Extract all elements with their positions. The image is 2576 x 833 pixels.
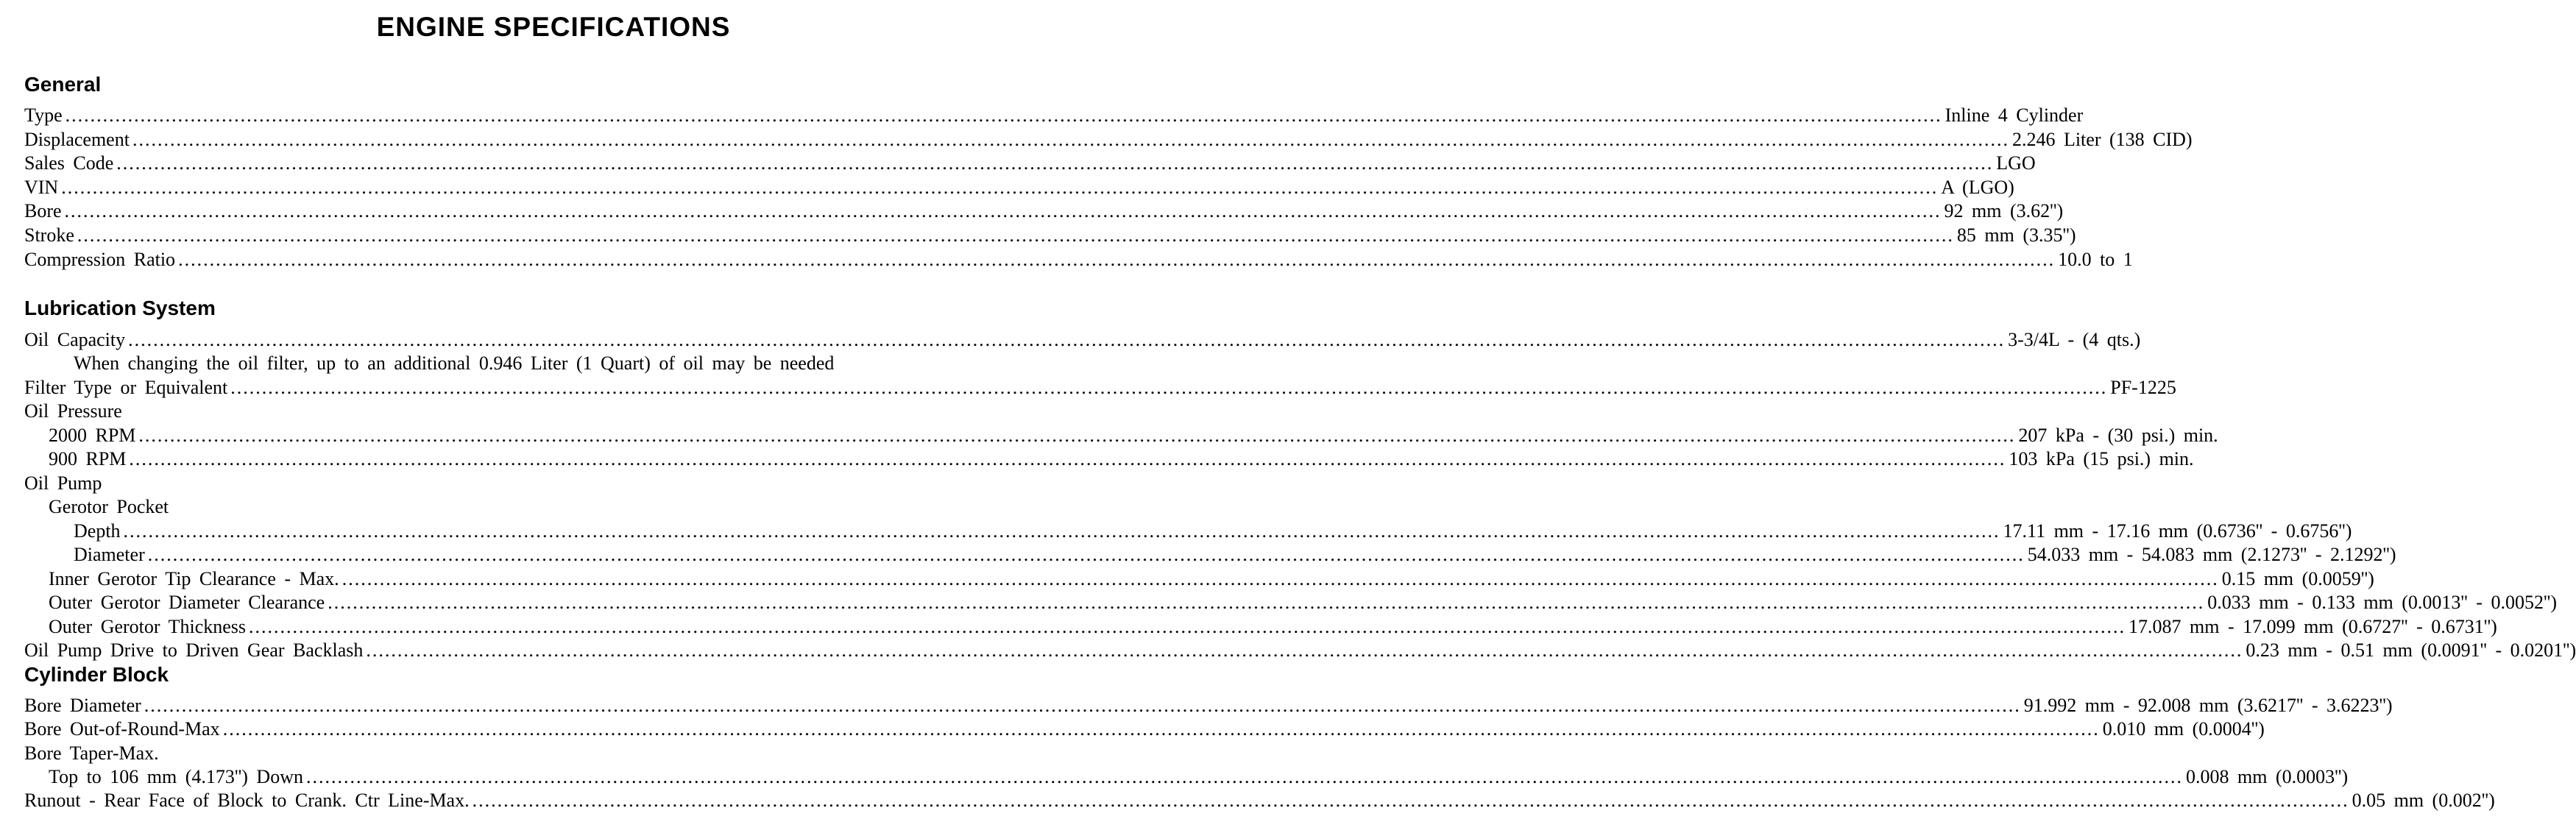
gerotor-pocket-label — [49, 495, 1078, 519]
spec-row-inner-tip-clearance — [49, 567, 2374, 591]
spec-value: 92 mm (3.62'') — [1944, 200, 2064, 221]
spec-value: 17.087 mm - 17.099 mm (0.6727'' - 0.6731'') — [2129, 616, 2497, 637]
spec-label: Gerotor Pocket — [49, 496, 169, 517]
spec-value: 103 kPa (15 psi.) min. — [2009, 448, 2194, 469]
dot-leader: ............................................................................................................................................................................................................................................................................................................ — [178, 249, 2056, 270]
spec-value: 0.010 mm (0.0004'') — [2102, 718, 2265, 740]
spec-value: 0.05 mm (0.002'') — [2352, 790, 2495, 811]
dot-leader: ............................................................................................................................................................................................................................................................................................................ — [123, 520, 2000, 542]
spec-row-vin — [24, 175, 2014, 199]
dot-leader: ............................................................................................................................................................................................................................................................................................................ — [249, 616, 2126, 637]
spec-value: Inline 4 Cylinder — [1945, 104, 2084, 126]
spec-label: Bore — [24, 200, 62, 221]
spec-value: 0.033 mm - 0.133 mm (0.0013'' - 0.0052'') — [2207, 592, 2557, 613]
section-heading-general: General — [24, 73, 102, 96]
spec-row-oil-capacity — [24, 327, 2141, 352]
oil-pump-label — [24, 471, 1078, 495]
bore-taper-label — [24, 741, 1078, 765]
spec-row-gear-backlash — [24, 638, 2576, 662]
spec-row-pressure-2000 — [49, 423, 2218, 447]
spec-label: Bore Diameter — [24, 695, 141, 716]
spec-value: 17.11 mm - 17.16 mm (0.6736'' - 0.6756'') — [2003, 520, 2352, 542]
spec-row-bore-out-of-round — [24, 717, 2265, 741]
spec-row-filter-type — [24, 375, 2176, 400]
dot-leader: ............................................................................................................................................................................................................................................................................................................ — [472, 790, 2349, 811]
spec-label: Oil Pump — [24, 472, 102, 494]
spec-label: VIN — [24, 177, 59, 198]
dot-leader: ............................................................................................................................................................................................................................................................................................................ — [61, 177, 1939, 198]
spec-value: 54.033 mm - 54.083 mm (2.1273'' - 2.1292'') — [2027, 544, 2396, 565]
spec-value: 207 kPa - (30 psi.) min. — [2018, 425, 2218, 446]
spec-value: 2.246 Liter (138 CID) — [2011, 129, 2193, 150]
spec-value: PF-1225 — [2110, 377, 2176, 398]
dot-leader: ............................................................................................................................................................................................................................................................................................................ — [129, 448, 2006, 469]
spec-row-bore-taper-top — [49, 765, 2349, 789]
spec-value: 0.23 mm - 0.51 mm (0.0091'' - 0.0201'') — [2246, 639, 2576, 661]
spec-row-outer-diameter-clearance — [49, 590, 2557, 614]
oil-capacity-note: When changing the oil filter, up to an additional 0.946 Liter (1 Quart) of oil may be needed — [74, 352, 835, 374]
spec-label: Type — [24, 104, 63, 126]
spec-label: 900 RPM — [49, 448, 127, 469]
spec-row-runout — [24, 788, 2495, 812]
spec-row-stroke — [24, 223, 2076, 247]
spec-value: 3-3/4L - (4 qts.) — [2008, 329, 2141, 350]
dot-leader: ............................................................................................................................................................................................................................................................................................................ — [366, 639, 2243, 661]
spec-value: 0.15 mm (0.0059'') — [2221, 568, 2374, 589]
dot-leader: ............................................................................................................................................................................................................................................................................................................ — [328, 592, 2205, 613]
spec-value: 0.008 mm (0.0003'') — [2185, 766, 2349, 787]
spec-row-pressure-900 — [49, 447, 2194, 471]
spec-row-type — [24, 103, 2084, 127]
oil-pressure-label — [24, 399, 1078, 423]
section-heading-cylinder-block: Cylinder Block — [24, 663, 169, 686]
spec-label: Inner Gerotor Tip Clearance - Max. — [49, 568, 339, 589]
spec-label: Outer Gerotor Diameter Clearance — [49, 592, 325, 613]
spec-row-displacement — [24, 127, 2193, 152]
spec-label: Diameter — [74, 544, 145, 565]
page-title: ENGINE SPECIFICATIONS — [376, 12, 731, 42]
dot-leader: ............................................................................................................................................................................................................................................................................................................ — [230, 377, 2108, 398]
spec-label: Sales Code — [24, 152, 114, 174]
spec-label: Outer Gerotor Thickness — [49, 616, 247, 637]
spec-row-outer-thickness — [49, 614, 2497, 639]
spec-row-pocket-depth — [74, 519, 2352, 543]
spec-row-pocket-diameter — [74, 542, 2396, 567]
spec-label: Bore Out-of-Round-Max — [24, 718, 220, 740]
dot-leader: ............................................................................................................................................................................................................................................................................................................ — [342, 568, 2219, 589]
spec-row-sales-code — [24, 151, 2036, 175]
spec-value: LGO — [1996, 152, 2036, 174]
spec-label: Top to 106 mm (4.173'') Down — [49, 766, 303, 787]
spec-label: Bore Taper-Max. — [24, 742, 159, 764]
section-heading-lubrication: Lubrication System — [24, 297, 216, 319]
dot-leader: ............................................................................................................................................................................................................................................................................................................ — [64, 200, 1942, 221]
spec-label: Compression Ratio — [24, 249, 176, 270]
spec-value: 85 mm (3.35'') — [1956, 224, 2076, 246]
spec-label: Depth — [74, 520, 121, 542]
spec-row-bore — [24, 199, 2064, 223]
spec-label: Oil Pressure — [24, 400, 122, 422]
spec-value: 10.0 to 1 — [2058, 249, 2133, 270]
spec-label: 2000 RPM — [49, 425, 136, 446]
spec-label: Oil Capacity — [24, 329, 126, 350]
spec-row-compression-ratio — [24, 247, 2133, 272]
spec-label: Stroke — [24, 224, 74, 246]
dot-leader: ............................................................................................................................................................................................................................................................................................................ — [305, 766, 2183, 787]
dot-leader: ............................................................................................................................................................................................................................................................................................................ — [128, 329, 2006, 350]
dot-leader: ............................................................................................................................................................................................................................................................................................................ — [116, 152, 1994, 174]
dot-leader: ............................................................................................................................................................................................................................................................................................................ — [77, 224, 1954, 246]
spec-label: Oil Pump Drive to Driven Gear Backlash — [24, 639, 364, 661]
spec-label: Filter Type or Equivalent — [24, 377, 228, 398]
dot-leader: ............................................................................................................................................................................................................................................................................................................ — [132, 129, 2009, 150]
spec-label: Displacement — [24, 129, 130, 150]
spec-value: A (LGO) — [1941, 177, 2014, 198]
dot-leader: ............................................................................................................................................................................................................................................................................................................ — [147, 544, 2025, 565]
spec-row-bore-diameter — [24, 693, 2393, 717]
dot-leader: ............................................................................................................................................................................................................................................................................................................ — [222, 718, 2100, 740]
dot-leader: ............................................................................................................................................................................................................................................................................................................ — [138, 425, 2016, 446]
spec-value: 91.992 mm - 92.008 mm (3.6217'' - 3.6223'') — [2023, 695, 2393, 716]
dot-leader: ............................................................................................................................................................................................................................................................................................................ — [65, 104, 1942, 126]
dot-leader: ............................................................................................................................................................................................................................................................................................................ — [144, 695, 2021, 716]
spec-label: Runout - Rear Face of Block to Crank. Ctr Line-Max. — [24, 790, 470, 811]
